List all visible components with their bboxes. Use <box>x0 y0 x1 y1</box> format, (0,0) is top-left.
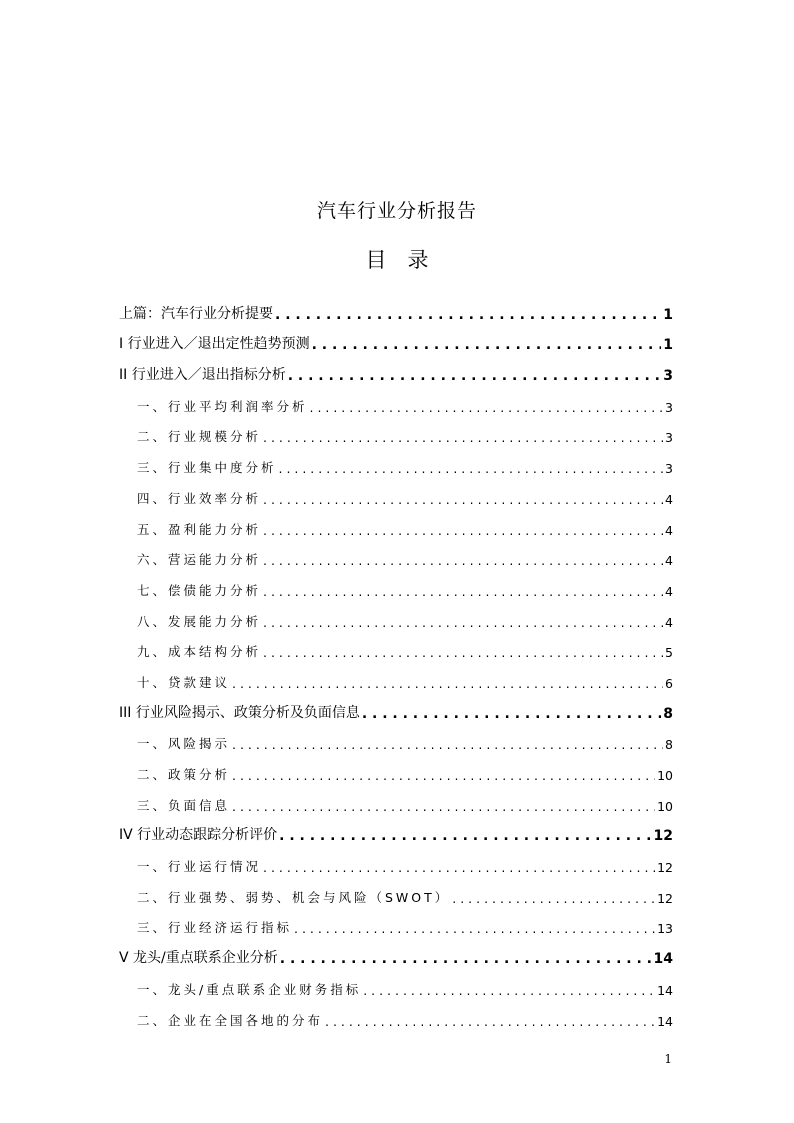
toc-leader-dots <box>232 737 663 752</box>
toc-leader-dots <box>312 337 662 353</box>
toc-entry-label: 十、贷款建议 <box>137 674 231 690</box>
toc-leader-dots <box>263 430 663 445</box>
toc-entry-section[interactable] <box>119 480 673 511</box>
toc-leader-dots <box>263 615 663 630</box>
toc-entry-label: 五、盈利能力分析 <box>137 521 262 537</box>
toc-entry-label: 二、政策分析 <box>137 767 231 782</box>
toc-leader-dots <box>279 461 664 476</box>
toc-leader-dots <box>263 523 663 538</box>
toc-entry-section[interactable] <box>119 388 673 419</box>
toc-leader-dots <box>363 983 655 998</box>
toc-entry-page: 12 <box>653 828 673 845</box>
toc-leader-dots <box>280 951 652 967</box>
toc-entry-section[interactable] <box>119 511 673 542</box>
toc-entry-page: 10 <box>657 798 673 814</box>
toc-entry-page: 3 <box>663 368 673 385</box>
toc-leader-dots <box>263 645 663 660</box>
table-of-contents <box>119 296 673 1033</box>
toc-entry-page: 3 <box>665 461 673 477</box>
toc-entry-label: II 行业进入／退出指标分析 <box>119 367 286 384</box>
toc-entry-section[interactable] <box>119 572 673 603</box>
toc-entry-chapter[interactable] <box>119 296 673 327</box>
toc-entry-label: I 行业进入／退出定性趋势预测 <box>119 336 310 353</box>
toc-entry-label: 二、行业强势、弱势、机会与风险（SWOT） <box>137 889 451 905</box>
toc-leader-dots <box>325 1014 655 1029</box>
toc-leader-dots <box>232 676 663 691</box>
toc-leader-dots <box>279 828 651 844</box>
toc-leader-dots <box>452 891 655 906</box>
toc-entry-chapter[interactable] <box>119 357 673 388</box>
toc-entry-label: 三、行业经济运行指标 <box>137 920 293 936</box>
toc-entry-page: 4 <box>665 614 673 630</box>
toc-entry-section[interactable] <box>119 756 673 787</box>
toc-entry-page: 3 <box>665 399 673 415</box>
toc-leader-dots <box>263 492 663 507</box>
toc-entry-section[interactable] <box>119 419 673 450</box>
toc-entry-page: 8 <box>665 737 673 753</box>
toc-leader-dots <box>310 400 664 415</box>
toc-entry-label: 八、发展能力分析 <box>137 613 262 629</box>
toc-leader-dots <box>362 706 661 722</box>
toc-leader-dots <box>294 921 655 936</box>
toc-entry-label: 七、偿债能力分析 <box>137 582 262 598</box>
toc-entry-page: 1 <box>663 306 673 323</box>
toc-leader-dots <box>232 799 655 814</box>
toc-entry-page: 12 <box>657 890 673 906</box>
toc-entry-label: 三、负面信息 <box>137 797 231 813</box>
toc-entry-label: 一、风险揭示 <box>137 736 231 752</box>
toc-entry-section[interactable] <box>119 603 673 634</box>
toc-entry-page: 1 <box>663 337 673 354</box>
toc-entry-label: 上篇：汽车行业分析提要 <box>119 305 273 322</box>
toc-entry-chapter[interactable] <box>119 327 673 358</box>
toc-entry-label: 六、营运能力分析 <box>137 552 262 568</box>
toc-leader-dots <box>263 860 655 875</box>
toc-entry-page: 12 <box>657 860 673 876</box>
toc-entry-page: 14 <box>657 982 673 998</box>
toc-entry-section[interactable] <box>119 726 673 757</box>
toc-entry-section[interactable] <box>119 449 673 480</box>
page-number: 1 <box>664 1052 672 1066</box>
toc-entry-page: 4 <box>665 491 673 507</box>
toc-entry-section[interactable] <box>119 664 673 695</box>
document-title: 汽车行业分析报告 <box>316 200 477 222</box>
toc-entry-chapter[interactable] <box>119 818 673 849</box>
toc-entry-label: IV 行业动态跟踪分析评价 <box>119 827 278 844</box>
toc-entry-label: 一、行业平均利润率分析 <box>137 398 308 414</box>
toc-entry-label: 九、成本结构分析 <box>137 644 262 660</box>
toc-entry-label: 三、行业集中度分析 <box>137 460 277 476</box>
toc-entry-section[interactable] <box>119 879 673 910</box>
toc-entry-page: 4 <box>665 583 673 599</box>
toc-entry-chapter[interactable] <box>119 940 673 971</box>
toc-entry-label: 二、行业规模分析 <box>137 429 262 445</box>
toc-entry-page: 4 <box>665 553 673 569</box>
toc-entry-label: V 龙头/重点联系企业分析 <box>119 950 278 967</box>
toc-heading: 目 录 <box>365 248 429 272</box>
toc-leader-dots <box>288 368 662 384</box>
toc-entry-section[interactable] <box>119 971 673 1002</box>
toc-entry-section[interactable] <box>119 910 673 941</box>
toc-entry-section[interactable] <box>119 634 673 665</box>
toc-entry-page: 6 <box>665 675 673 691</box>
toc-entry-page: 13 <box>657 921 673 937</box>
toc-entry-section[interactable] <box>119 542 673 573</box>
toc-leader-dots <box>263 553 663 568</box>
toc-entry-label: 一、行业运行情况 <box>137 859 262 875</box>
toc-entry-page: 8 <box>663 705 673 722</box>
toc-leader-dots <box>263 584 663 599</box>
toc-entry-page: 5 <box>665 645 673 661</box>
toc-leader-dots <box>275 307 661 323</box>
toc-entry-label: 一、龙头/重点联系企业财务指标 <box>137 981 362 997</box>
toc-entry-page: 14 <box>657 1013 673 1029</box>
toc-entry-label: III 行业风险揭示、政策分析及负面信息 <box>119 704 360 721</box>
toc-entry-section[interactable] <box>119 1002 673 1033</box>
toc-entry-page: 3 <box>665 430 673 446</box>
toc-entry-label: 二、企业在全国各地的分布 <box>137 1012 324 1028</box>
toc-entry-page: 4 <box>665 522 673 538</box>
toc-entry-page: 14 <box>653 951 673 968</box>
toc-entry-section[interactable] <box>119 787 673 818</box>
toc-entry-label: 四、行业效率分析 <box>137 490 262 506</box>
toc-leader-dots <box>232 768 655 783</box>
toc-entry-chapter[interactable] <box>119 695 673 726</box>
toc-entry-section[interactable] <box>119 848 673 879</box>
toc-entry-page: 10 <box>657 768 673 783</box>
